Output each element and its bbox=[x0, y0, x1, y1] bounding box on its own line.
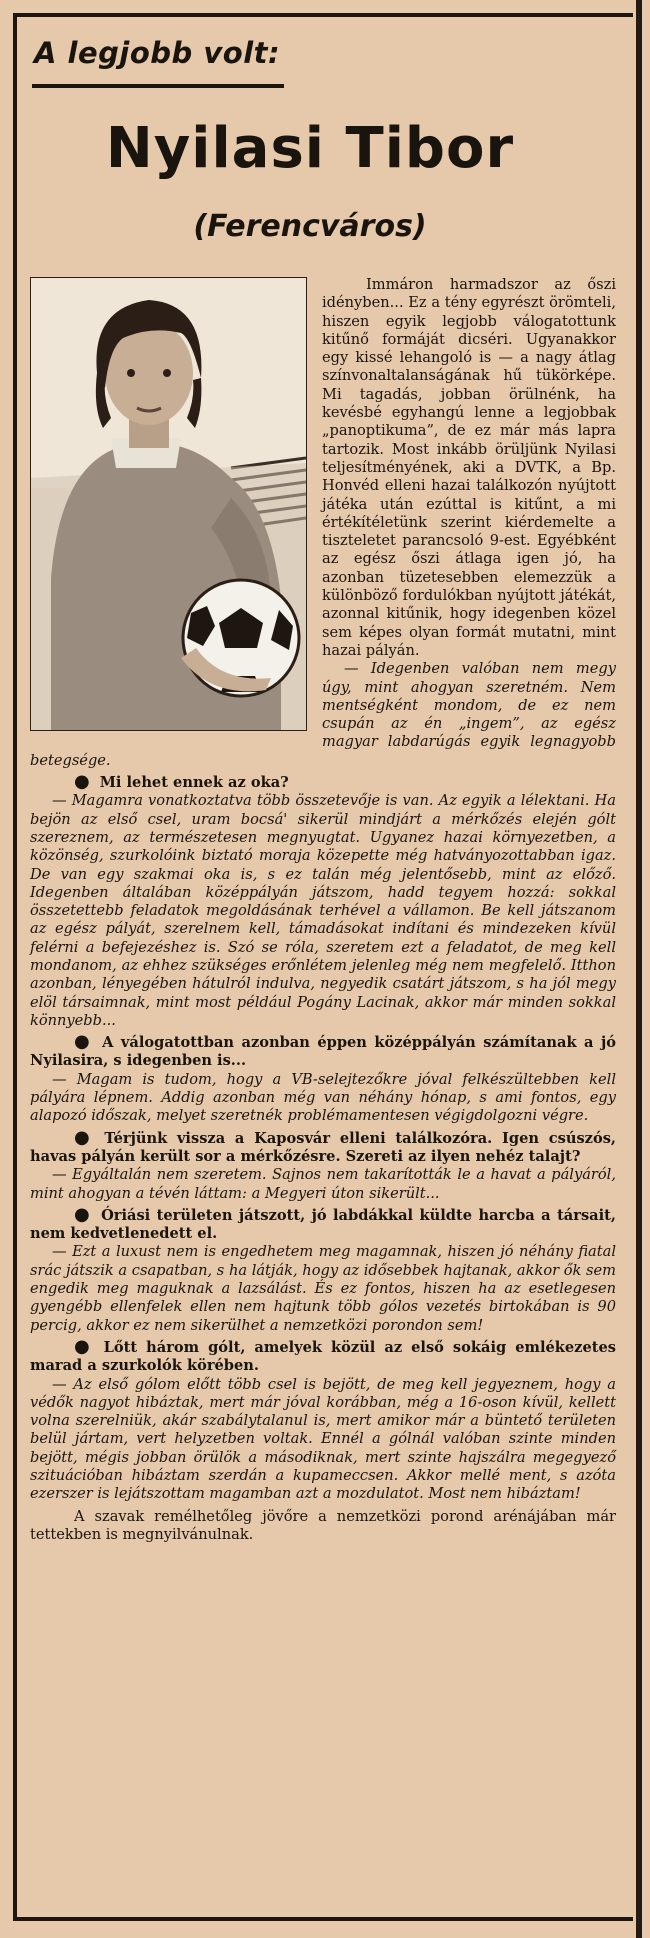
question-2: ● Mi lehet ennek az oka? bbox=[74, 771, 289, 793]
question-5: ● Óriási területen játszott, jó labdákkal küldte harcba a társait, nem kedvetlenedett el. bbox=[30, 1203, 616, 1243]
bullet-icon: ● bbox=[74, 771, 90, 793]
headline: Nyilasi Tibor bbox=[105, 116, 515, 181]
question-6: ● Lőtt három gólt, amelyek közül az első sokáig emlékezetes marad a szurkolók körében. bbox=[30, 1335, 616, 1375]
answer-2: — Magamra vonatkoztatva több összetevője is van. Az egyik a lélektani. Ha bejön az első csel, uram bocsá' sikerül mindjárt a mérkőzés elején gólt szereznem, az természetesen megnyugtat. Ugyanez hazai környezetben, a közönség, szurkolóink biztató moraja közepette még hatványozottabban igaz. De van egy szakmai oka is, s ez talán még jelentősebb, mint az előző. Idegenben általában középpályán játszom, hadd tegyem hozzá: sokkal összetettebb feladatok megoldásának terhével a vállamon. Be kell játszanom az egész pályát, szerelnem kell, támadásokat indítani és mindezeken kívül felérni a befejezéshez is. Szó se róla, szeretem ezt a feladatot, de meg kell mondanom, az ehhez szükséges erőnlétem jelenleg még nem megfelelő. Itthon azonban, lényegében hátulról indulva, negyedik csatárt játszom, s ha jól megy elöl társaimnak, mint most például Pogány Lacinak, akkor már minden sokkal könnyebb... bbox=[30, 792, 616, 1029]
question-4: ● Térjünk vissza a Kaposvár elleni találkozóra. Igen csúszós, havas pályán került sor a mérkőzésre. Szereti az ilyen nehéz talajt? bbox=[30, 1126, 616, 1165]
right-column-rule bbox=[636, 0, 642, 1938]
kicker-underline bbox=[32, 84, 284, 88]
bullet-icon: ● bbox=[74, 1126, 95, 1148]
answer-4: — Egyáltalán nem szeretem. Sajnos nem takarították le a havat a pályáról, mint ahogyan a tévén láttam: a Megyeri úton sikerült... bbox=[30, 1166, 616, 1202]
answer-5: — Ezt a luxust nem is engedhetem meg magamnak, hiszen jó néhány fiatal srác játszik a csapatban, s ha látják, hogy az idősebbek hajtanak, akkor ők sem engedik meg maguknak a lazsálást. És ez fontos, hiszen ha az esetlegesen gyengébb ellenfelek ellen nem hajtunk több gólos vezetés birtokában is 90 percig, akkor ez nem sikerülhet a nemzetközi porondon sem! bbox=[30, 1243, 616, 1334]
bullet-icon: ● bbox=[74, 1335, 94, 1357]
kicker: A legjobb volt: bbox=[34, 36, 281, 70]
closing-paragraph: A szavak remélhetőleg jövőre a nemzetközi porond arénájában már tettekben is megnyilvánulnak. bbox=[30, 1507, 616, 1543]
photo-placeholder bbox=[30, 276, 322, 736]
club-name: (Ferencváros) bbox=[193, 209, 427, 244]
intro-paragraph: Immáron harmadszor az őszi idényben... Ez a tény egyrészt örömteli, hiszen egyik legjobb válogatottunk kitűnő formáját dicséri. Ugyanakkor egy kissé lehangoló is — a nagy átlag színvonaltalanságának hű tükörképe. Mi tagadás, jobban örülnénk, ha kevésbé egyhangú lenne a legjobbak „panoptikuma”, de ez már más lapra tartozik. Most inkább örüljünk Nyilasi teljesítményének, aki a DVTK, a Bp. Honvéd elleni hazai találkozón nyújtott játéka után ezúttal is kitűnt, a mi értékítéletünk szerint kiérdemelte a tiszteletet parancsoló 9-est. Egyébként az egész őszi átlaga igen jó, ha azonban tüzetesebben elemezzük a különböző fordulókban nyújtott játékát, azonnal kitűnik, hogy idegenben közel sem képes olyan formát mutatni, mint hazai pályán. bbox=[322, 276, 616, 659]
bullet-icon: ● bbox=[74, 1031, 93, 1053]
bullet-icon: ● bbox=[74, 1203, 92, 1225]
answer-3: — Magam is tudom, hogy a VB-selejtezőkre jóval felkészültebben kell pályára lépnem. Addig azonban még van néhány hónap, s ami fontos, egy alapozó időszak, melyet szeretnék problémamentesen végigdolgozni végre. bbox=[30, 1070, 616, 1125]
article-body bbox=[30, 276, 616, 1544]
answer-6: — Az első gólom előtt több csel is bejött, de meg kell jegyeznem, hogy a védők nagyot hibáztak, mert már jóval korábban, még a 16-oson kívül, kellett volna szerelniük, akár szabálytalanul is, mert amikor már a büntető területen belül jártam, vert helyzetben voltak. Ennél a gólnál valóban szinte minden bejött, mégis jobban örülök a másodiknak, mert szinte hajszálra megegyező szituációban hibáztam szerdán a kupameccsen. Akkor mellé ment, s azóta ezerszer is lejátszottam magamban azt a mozdulatot. Most nem hibáztam! bbox=[30, 1375, 616, 1503]
question-3: ● A válogatottban azonban éppen középpályán számítanak a jó Nyilasira, s idegenben is... bbox=[30, 1031, 616, 1070]
answer-1: — Idegenben valóban nem megy úgy, mint ahogyan szeretném. Nem mentségként mondom, de ez nem csupán az én „ingem”, az egész magyar labdarúgás egyik legnagyobb betegsége. bbox=[30, 660, 616, 769]
